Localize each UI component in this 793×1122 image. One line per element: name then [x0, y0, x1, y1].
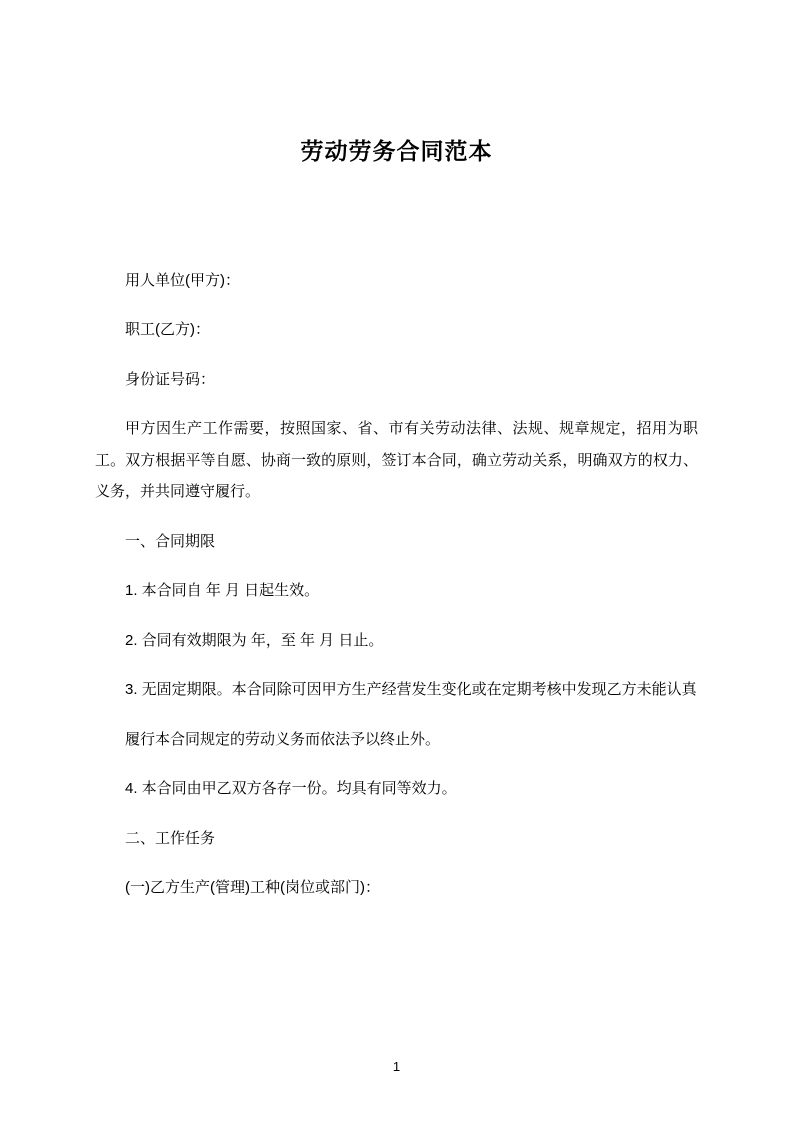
paragraph-term-item-1: 1. 本合同自 年 月 日起生效。 [125, 582, 320, 600]
paragraph-employer-line: 用人单位(甲方)： [125, 271, 240, 289]
paragraph-term-item-3: 3. 无固定期限。本合同除可因甲方生产经营发生变化或在定期考核中发现乙方未能认真 [125, 681, 697, 699]
paragraph-employee-line: 职工(乙方)： [125, 321, 210, 339]
document-body [95, 265, 698, 904]
page-number: 1 [392, 1059, 401, 1074]
paragraph-term-item-3-continued: 履行本合同规定的劳动义务而依法予以终止外。 [125, 730, 441, 748]
section-heading-work-tasks: 二、工作任务 [125, 829, 216, 847]
paragraph-term-item-4: 4. 本合同由甲乙双方各存一份。均具有同等效力。 [125, 780, 457, 798]
paragraph-work-item-1: (一)乙方生产(管理)工种(岗位或部门)： [125, 879, 380, 897]
paragraph-preamble: 甲方因生产工作需要，按照国家、省、市有关劳动法律、法规、规章规定，招用为职工。双方根据平等自愿、协商一致的原则，签订本合同，确立劳动关系，明确双方的权力、义务，并共同遵守履行。 [95, 420, 698, 501]
page-title: 劳动劳务合同范本 [300, 138, 493, 164]
section-heading-contract-term: 一、合同期限 [125, 532, 216, 550]
paragraph-term-item-2: 2. 合同有效期限为 年，至 年 月 日止。 [125, 631, 384, 649]
paragraph-id-number-line: 身份证号码： [125, 370, 216, 388]
